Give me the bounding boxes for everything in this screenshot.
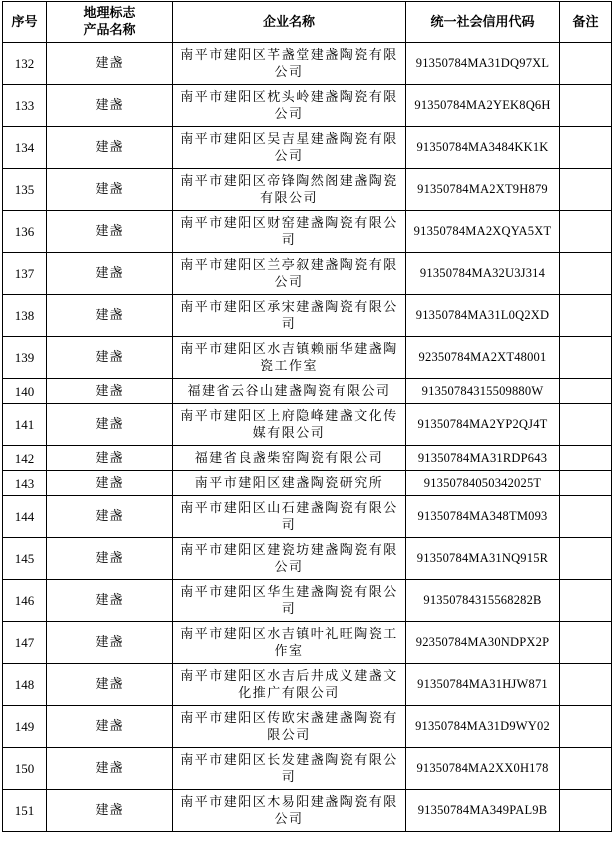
table-row <box>3 404 612 446</box>
credit-code-cell: 91350784MA31D9WY02 <box>406 706 560 748</box>
company-registry-table <box>2 1 612 832</box>
table-row <box>3 337 612 379</box>
product-name-cell: 建盏 <box>47 295 173 337</box>
serial-number-cell: 133 <box>3 85 47 127</box>
remark-cell <box>560 538 612 580</box>
credit-code-cell: 91350784MA3484KK1K <box>406 127 560 169</box>
product-name-cell: 建盏 <box>47 538 173 580</box>
serial-number-cell: 144 <box>3 496 47 538</box>
product-name-cell: 建盏 <box>47 622 173 664</box>
header-product-line2: 产品名称 <box>83 23 136 38</box>
table-row <box>3 169 612 211</box>
product-name-cell: 建盏 <box>47 446 173 471</box>
company-name-cell: 福建省云谷山建盏陶瓷有限公司 <box>173 379 406 404</box>
credit-code-cell: 91350784MA2XT9H879 <box>406 169 560 211</box>
table-row <box>3 496 612 538</box>
serial-number-cell: 137 <box>3 253 47 295</box>
table-row <box>3 127 612 169</box>
remark-cell <box>560 85 612 127</box>
serial-number-cell: 136 <box>3 211 47 253</box>
company-name-cell: 南平市建阳区建瓷坊建盏陶瓷有限公司 <box>173 538 406 580</box>
header-credit-code: 统一社会信用代码 <box>406 2 560 43</box>
credit-code-cell: 91350784MA2XX0H178 <box>406 748 560 790</box>
product-name-cell: 建盏 <box>47 580 173 622</box>
credit-code-cell: 91350784315509880W <box>406 379 560 404</box>
company-name-cell: 南平市建阳区芊盏堂建盏陶瓷有限公司 <box>173 43 406 85</box>
remark-cell <box>560 748 612 790</box>
serial-number-cell: 145 <box>3 538 47 580</box>
company-name-cell: 南平市建阳区山石建盏陶瓷有限公司 <box>173 496 406 538</box>
product-name-cell: 建盏 <box>47 404 173 446</box>
product-name-cell: 建盏 <box>47 85 173 127</box>
product-name-cell: 建盏 <box>47 253 173 295</box>
remark-cell <box>560 580 612 622</box>
remark-cell <box>560 404 612 446</box>
remark-cell <box>560 790 612 832</box>
product-name-cell: 建盏 <box>47 471 173 496</box>
table-row <box>3 471 612 496</box>
table-row <box>3 790 612 832</box>
credit-code-cell: 91350784MA32U3J314 <box>406 253 560 295</box>
credit-code-cell: 91350784MA31NQ915R <box>406 538 560 580</box>
product-name-cell: 建盏 <box>47 43 173 85</box>
table-row <box>3 622 612 664</box>
remark-cell <box>560 211 612 253</box>
company-name-cell: 南平市建阳区水吉镇赖丽华建盏陶瓷工作室 <box>173 337 406 379</box>
company-name-cell: 南平市建阳区上府隐峰建盏文化传媒有限公司 <box>173 404 406 446</box>
remark-cell <box>560 471 612 496</box>
product-name-cell: 建盏 <box>47 706 173 748</box>
credit-code-cell: 91350784MA2YP2QJ4T <box>406 404 560 446</box>
serial-number-cell: 147 <box>3 622 47 664</box>
header-product-line1: 地理标志 <box>83 6 136 21</box>
product-name-cell: 建盏 <box>47 211 173 253</box>
table-header-row <box>3 2 612 43</box>
remark-cell <box>560 496 612 538</box>
remark-cell <box>560 664 612 706</box>
credit-code-cell: 91350784MA31L0Q2XD <box>406 295 560 337</box>
credit-code-cell: 92350784MA2XT48001 <box>406 337 560 379</box>
credit-code-cell: 91350784050342025T <box>406 471 560 496</box>
serial-number-cell: 134 <box>3 127 47 169</box>
product-name-cell: 建盏 <box>47 337 173 379</box>
company-name-cell: 南平市建阳区长发建盏陶瓷有限公司 <box>173 748 406 790</box>
remark-cell <box>560 622 612 664</box>
company-name-cell: 南平市建阳区财窑建盏陶瓷有限公司 <box>173 211 406 253</box>
credit-code-cell: 91350784MA31RDP643 <box>406 446 560 471</box>
company-name-cell: 南平市建阳区承宋建盏陶瓷有限公司 <box>173 295 406 337</box>
company-name-cell: 福建省良盏柴窑陶瓷有限公司 <box>173 446 406 471</box>
table-row <box>3 748 612 790</box>
serial-number-cell: 150 <box>3 748 47 790</box>
serial-number-cell: 146 <box>3 580 47 622</box>
remark-cell <box>560 43 612 85</box>
credit-code-cell: 91350784MA31HJW871 <box>406 664 560 706</box>
remark-cell <box>560 706 612 748</box>
credit-code-cell: 91350784MA348TM093 <box>406 496 560 538</box>
serial-number-cell: 139 <box>3 337 47 379</box>
remark-cell <box>560 446 612 471</box>
table-row <box>3 446 612 471</box>
remark-cell <box>560 295 612 337</box>
product-name-cell: 建盏 <box>47 748 173 790</box>
product-name-cell: 建盏 <box>47 127 173 169</box>
header-serial-number: 序号 <box>3 2 47 43</box>
company-name-cell: 南平市建阳区水吉后井成义建盏文化推广有限公司 <box>173 664 406 706</box>
table-row <box>3 379 612 404</box>
remark-cell <box>560 127 612 169</box>
serial-number-cell: 135 <box>3 169 47 211</box>
table-row <box>3 43 612 85</box>
serial-number-cell: 148 <box>3 664 47 706</box>
table-row <box>3 253 612 295</box>
serial-number-cell: 151 <box>3 790 47 832</box>
company-name-cell: 南平市建阳区华生建盏陶瓷有限公司 <box>173 580 406 622</box>
serial-number-cell: 143 <box>3 471 47 496</box>
company-name-cell: 南平市建阳区帝锋陶然阁建盏陶瓷有限公司 <box>173 169 406 211</box>
product-name-cell: 建盏 <box>47 496 173 538</box>
serial-number-cell: 138 <box>3 295 47 337</box>
remark-cell <box>560 253 612 295</box>
credit-code-cell: 91350784MA349PAL9B <box>406 790 560 832</box>
table-row <box>3 580 612 622</box>
table-row <box>3 295 612 337</box>
table-row <box>3 85 612 127</box>
serial-number-cell: 140 <box>3 379 47 404</box>
product-name-cell: 建盏 <box>47 790 173 832</box>
serial-number-cell: 132 <box>3 43 47 85</box>
header-remark: 备注 <box>560 2 612 43</box>
company-name-cell: 南平市建阳区木易阳建盏陶瓷有限公司 <box>173 790 406 832</box>
company-name-cell: 南平市建阳区吴吉星建盏陶瓷有限公司 <box>173 127 406 169</box>
remark-cell <box>560 337 612 379</box>
table-row <box>3 538 612 580</box>
table-row <box>3 706 612 748</box>
company-name-cell: 南平市建阳区枕头岭建盏陶瓷有限公司 <box>173 85 406 127</box>
company-name-cell: 南平市建阳区兰亭叙建盏陶瓷有限公司 <box>173 253 406 295</box>
remark-cell <box>560 379 612 404</box>
remark-cell <box>560 169 612 211</box>
credit-code-cell: 92350784MA30NDPX2P <box>406 622 560 664</box>
table-body <box>3 43 612 832</box>
credit-code-cell: 91350784MA2XQYA5XT <box>406 211 560 253</box>
credit-code-cell: 91350784315568282B <box>406 580 560 622</box>
product-name-cell: 建盏 <box>47 664 173 706</box>
company-name-cell: 南平市建阳区水吉镇叶礼旺陶瓷工作室 <box>173 622 406 664</box>
credit-code-cell: 91350784MA31DQ97XL <box>406 43 560 85</box>
serial-number-cell: 142 <box>3 446 47 471</box>
header-product-name <box>47 2 173 43</box>
serial-number-cell: 141 <box>3 404 47 446</box>
company-name-cell: 南平市建阳区传欧宋盏建盏陶瓷有限公司 <box>173 706 406 748</box>
product-name-cell: 建盏 <box>47 379 173 404</box>
company-name-cell: 南平市建阳区建盏陶瓷研究所 <box>173 471 406 496</box>
credit-code-cell: 91350784MA2YEK8Q6H <box>406 85 560 127</box>
product-name-cell: 建盏 <box>47 169 173 211</box>
table-row <box>3 211 612 253</box>
table-row <box>3 664 612 706</box>
header-company-name: 企业名称 <box>173 2 406 43</box>
serial-number-cell: 149 <box>3 706 47 748</box>
